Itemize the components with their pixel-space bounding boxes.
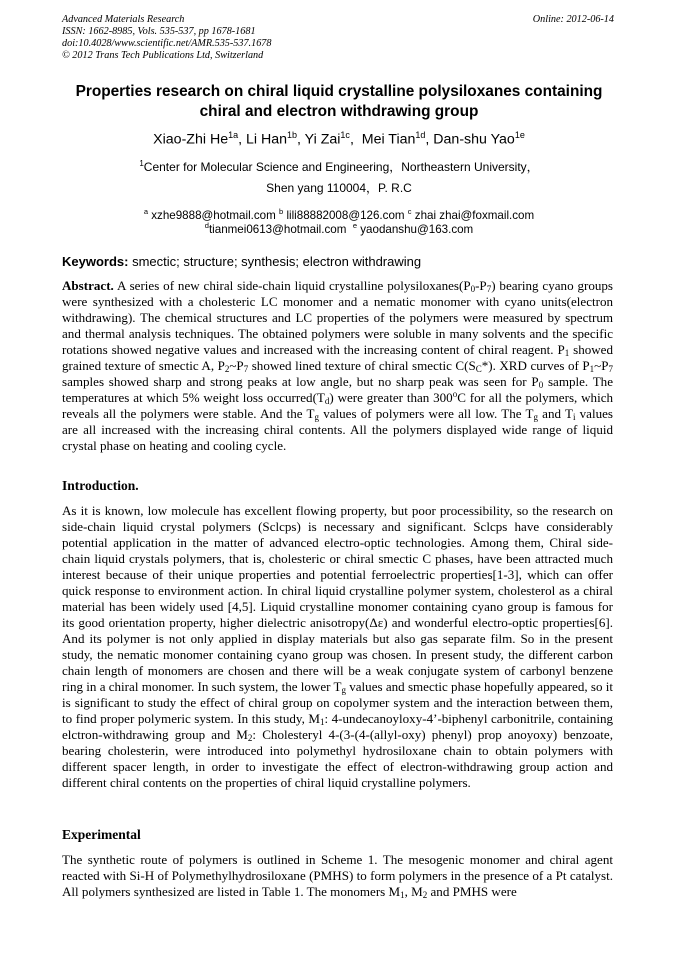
experimental-heading: Experimental [62, 827, 141, 842]
affiliation-sup: 1 [139, 159, 144, 168]
journal-header [62, 14, 614, 62]
keywords-text: smectic; structure; synthesis; electron withdrawing [132, 254, 422, 269]
author-sup: 1d [415, 130, 426, 140]
title-line-2: chiral and electron withdrawing group [199, 103, 479, 120]
author-name: Li Han [246, 131, 288, 148]
keywords-label: Keywords: [62, 254, 129, 269]
copyright-line: © 2012 Trans Tech Publications Ltd, Switzerland [62, 50, 264, 61]
introduction-paragraph: As it is known, low molecule has excellent flowing property, but poor processibility, so the research on side-chain liquid crystal polymers (Sclcps) is necessary and significant. Sclcps have considerably potential application in the matter of advanced electro-optic technologies. Among them, Chiral side-chain liquid crystals polymers, that is, cholesteric or chiral smectic C phases, have been attracted much interest because of their unique properties and potential ferroelectric properties[1-3], which can offer quick response to environment action. In chiral liquid crystalline polymer system, cholesterol as a chiral material has been widely used [4,5]. Liquid crystalline monomer containing cyano group is famous for its good orientation property, higher dielectric anisotropy(Δε) and wonderful electro-optic properties[6]. And its polymer is not only applied in display materials but also gas separate film. So in the present study, the nematic monomer containing cyano group was chosen. In present study, the different carbon chain length of monomers are chosen and there will be a weak conjugate system of carbonyl benzene ring in a chiral monomer. In such system, the lower $T_g$ values and smectic phase hopefully appeared, so it is significant to study the effect of chiral group on copolymer system and the interaction between them, to find proper polymeric system. In this study, $M_1$: 4-undecanoyloxy-4’-biphenyl carbonitrile, containing elctron-withdrawing group and $M_2$: Cholesteryl 4-(3-(4-(allyl-oxy) phenyl) prop anoyoxy) benzoate, bearing cholesterin, were introduced into polymethyl hydrosiloxane chain to obtain polymers with different spacer length, in order to investigate the effect of electron-withdrawing group action and different chiral contents on the properties of chiral liquid crystalline polymers. [62, 503, 614, 790]
email-e: yaodanshu@163.com [360, 222, 474, 236]
author-sup: 1e [514, 130, 525, 140]
abstract-text: A series of new chiral side-chain liquid crystalline $polysiloxanes(P_0-P_7)$ bearing cyano groups were synthesized with a cholesteric LC monomer and a nematic monomer with cyano units(electron withdrawing). The chemical structures and LC properties of the polymers were measured by spectrum and thermal analysis techniques. The obtained polymers were soluble in many solvents and the specific rotations showed negative values and increased with the increasing content of chiral reagent. $P_1$ showed grained texture of smectic A, $P_2\sim P_7$ showed lined texture of chiral smectic $C(S_C*)$. XRD curves of $P_1\sim P_7$ samples showed sharp and strong peaks at low angle, but no sharp peak was seen for $P_0$ sample. The temperatures at which 5% weight loss $occurred(T_d)$ were greater than 300$^o$C for all the polymers, which reveals all the polymers were stable. And the $T_g$ values of polymers were all low. The $T_g$ and $T_i$ values are all increased with the increasing chiral contents. All the polymers displayed wide range of liquid crystal phase on heating and cooling cycle. [62, 278, 614, 453]
title-line-1: Properties research on chiral liquid crystalline polysiloxanes containing [75, 83, 603, 100]
experimental-paragraph: The synthetic route of polymers is outlined in Scheme 1. The mesogenic monomer and chiral agent reacted with Si-H of Polymethylhydrosiloxane (PMHS) to form polymers in the presence of a Pt catalyst. All polymers synthesized are listed in Table 1. The monomers $M_1$, $M_2$ and PMHS were [62, 852, 613, 900]
email-d: tianmei0613@hotmail.com [208, 222, 347, 236]
keywords-line [62, 254, 622, 269]
email-sup: d [204, 221, 209, 230]
author-sup: 1b [287, 130, 298, 140]
online-date: Online: 2012-06-14 [532, 14, 614, 25]
email-sup: b [279, 207, 284, 216]
author-name: Xiao-Zhi He [153, 131, 229, 148]
email-line-2 [40, 219, 638, 237]
affiliation-text-2: Shen yang 110004，P. R.C [266, 181, 412, 195]
email-b: lili88882008@126.com [286, 208, 405, 222]
author-list: Xiao-Zhi $He^{1a}$, Li Han$^{1b}$, Yi Zai$^{1c}$, Mei Tian$^{1d}$, Dan-shu Yao$^{1e}$ [153, 130, 525, 148]
email-sup: c [407, 207, 412, 216]
journal-name: Advanced Materials Research [62, 14, 185, 25]
doi-line: doi:10.4028/www.scientific.net/AMR.535-537.1678 [62, 38, 272, 49]
issn-line: ISSN: 1662-8985, Vols. 535-537, pp 1678-1681 [62, 26, 256, 37]
abstract-paragraph [62, 278, 613, 454]
email-a: xzhe9888@hotmail.com [151, 208, 276, 222]
introduction-heading: Introduction. [62, 478, 139, 493]
abstract-label: Abstract. [62, 278, 114, 293]
author-sup: 1c [340, 130, 350, 140]
affiliation-text-1: Center for Molecular Science and Engineering，Northeastern University， [143, 160, 539, 174]
author-sup: 1a [228, 130, 239, 140]
email-c: zhai zhai@foxmail.com [414, 208, 535, 222]
author-name: Mei Tian [361, 131, 416, 148]
email-sup: a [143, 207, 148, 216]
author-name: Yi Zai [304, 131, 341, 148]
author-name: Dan-shu Yao [433, 131, 515, 148]
paper-title [50, 82, 628, 122]
affiliation-line-2 [40, 181, 638, 196]
affiliation-line-1 [40, 156, 638, 175]
email-sup: e [352, 221, 358, 230]
